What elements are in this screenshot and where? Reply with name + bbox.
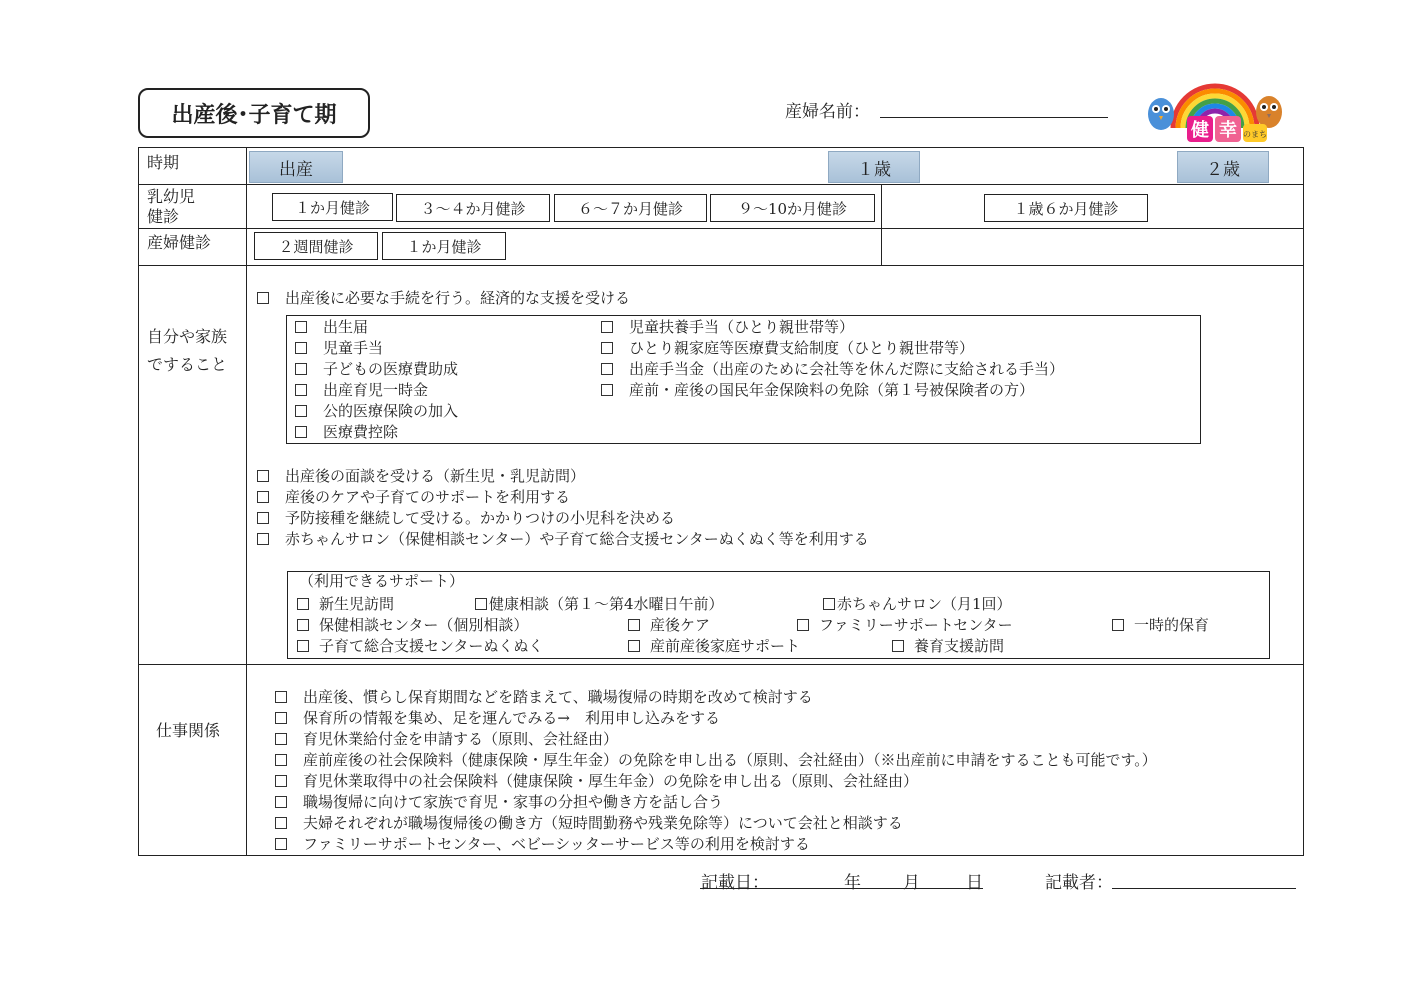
procedures-right-list bbox=[601, 317, 1064, 401]
checkbox[interactable] bbox=[295, 342, 307, 354]
list-item[interactable]: 医療費控除 bbox=[295, 422, 458, 443]
divider bbox=[138, 265, 1304, 266]
date-field[interactable] bbox=[700, 888, 983, 889]
list-item[interactable]: 産後ケア bbox=[628, 615, 710, 636]
list-item[interactable]: 児童扶養手当（ひとり親世帯等） bbox=[601, 317, 1064, 338]
list-item[interactable]: 新生児訪問 bbox=[297, 594, 394, 615]
checkbox[interactable] bbox=[275, 775, 287, 787]
checkbox[interactable] bbox=[601, 321, 613, 333]
list-item[interactable]: 赤ちゃんサロン（保健相談センター）や子育て総合支援センターぬくぬく等を利用する bbox=[257, 529, 869, 550]
checkbox[interactable] bbox=[601, 384, 613, 396]
timeline-birth: 出産 bbox=[249, 151, 343, 183]
list-item[interactable]: 出産後、慣らし保育期間などを踏まえて、職場復帰の時期を改めて検討する bbox=[275, 687, 1157, 708]
list-item[interactable]: 児童手当 bbox=[295, 338, 458, 359]
infant-checkup-6-7months: ６～７か月健診 bbox=[554, 194, 707, 222]
mother-checkup-1month: １か月健診 bbox=[382, 232, 506, 260]
list-item[interactable]: 公的医療保険の加入 bbox=[295, 401, 458, 422]
list-item[interactable]: 産後のケアや子育てのサポートを利用する bbox=[257, 487, 869, 508]
mother-name-field[interactable] bbox=[880, 117, 1108, 118]
checkbox[interactable] bbox=[257, 491, 269, 503]
list-item[interactable]: ひとり親家庭等医療費支給制度（ひとり親世帯等） bbox=[601, 338, 1064, 359]
infant-checkup-1month: １か月健診 bbox=[272, 193, 393, 221]
checkbox[interactable] bbox=[275, 817, 287, 829]
support-heading: （利用できるサポート） bbox=[299, 572, 465, 590]
mother-checkup-2weeks: ２週間健診 bbox=[254, 232, 378, 260]
page-title: 出産後･子育て期 bbox=[138, 88, 370, 138]
row-label-mother-checkup: 産婦健診 bbox=[147, 233, 212, 252]
checkbox[interactable] bbox=[601, 363, 613, 375]
list-item[interactable]: 産前産後家庭サポート bbox=[628, 636, 800, 657]
checkbox[interactable] bbox=[257, 470, 269, 482]
checkbox[interactable] bbox=[275, 838, 287, 850]
svg-text:健: 健 bbox=[1191, 120, 1209, 141]
list-item[interactable]: 職場復帰に向けて家族で育児・家事の分担や働き方を話し合う bbox=[275, 792, 1157, 813]
checkbox[interactable] bbox=[295, 321, 307, 333]
list-item[interactable]: 出生届 bbox=[295, 317, 458, 338]
writer-label: 記載者： bbox=[1045, 873, 1113, 893]
checkbox[interactable] bbox=[295, 405, 307, 417]
mother-name-label: 産婦名前： bbox=[785, 102, 870, 122]
svg-text:のまち: のまち bbox=[1243, 130, 1267, 139]
divider bbox=[138, 184, 1304, 185]
row-label-period: 時期 bbox=[147, 153, 180, 172]
checkbox[interactable] bbox=[295, 384, 307, 396]
list-item[interactable]: 子どもの医療費助成 bbox=[295, 359, 458, 380]
checkbox[interactable] bbox=[892, 640, 904, 652]
list-item[interactable]: 育児休業給付金を申請する（原則、会社経由） bbox=[275, 729, 1157, 750]
checkbox[interactable] bbox=[628, 640, 640, 652]
list-item[interactable]: 夫婦それぞれが職場復帰後の働き方（短時間勤務や残業免除等）について会社と相談する bbox=[275, 813, 1157, 834]
list-item[interactable]: 育児休業取得中の社会保険料（健康保険・厚生年金）の免除を申し出る（原則、会社経由） bbox=[275, 771, 1157, 792]
divider bbox=[246, 147, 247, 856]
checkbox[interactable] bbox=[275, 712, 287, 724]
divider bbox=[881, 184, 882, 265]
checkbox[interactable] bbox=[275, 754, 287, 766]
list-item[interactable]: 子育て総合支援センターぬくぬく bbox=[297, 636, 543, 657]
city-logo bbox=[1145, 78, 1285, 144]
infant-checkup-3-4months: ３～４か月健診 bbox=[396, 194, 550, 222]
timeline-two-year: ２歳 bbox=[1177, 151, 1269, 183]
list-item[interactable]: 出産後に必要な手続を行う。経済的な支援を受ける bbox=[257, 288, 630, 309]
list-item[interactable]: ファミリーサポートセンター bbox=[797, 615, 1013, 636]
date-month-label: 月 bbox=[903, 873, 920, 893]
date-day-label: 日 bbox=[966, 873, 983, 893]
list-item[interactable]: 保育所の情報を集め、足を運んでみる→ 利用申し込みをする bbox=[275, 708, 1157, 729]
list-item[interactable]: 予防接種を継続して受ける。かかりつけの小児科を決める bbox=[257, 508, 869, 529]
checkbox[interactable] bbox=[475, 598, 487, 610]
infant-checkup-18months: １歳６か月健診 bbox=[984, 194, 1148, 222]
checkbox[interactable] bbox=[295, 363, 307, 375]
list-item[interactable]: 出産育児一時金 bbox=[295, 380, 458, 401]
checkbox[interactable] bbox=[275, 796, 287, 808]
checkbox[interactable] bbox=[628, 619, 640, 631]
self-items-list bbox=[257, 466, 869, 550]
list-item[interactable]: 健康相談（第１～第4水曜日午前） bbox=[475, 594, 724, 615]
list-item[interactable]: 養育支援訪問 bbox=[892, 636, 1004, 657]
checkbox[interactable] bbox=[257, 512, 269, 524]
row-label-infant-checkup: 乳幼児 健診 bbox=[147, 187, 196, 226]
checkbox[interactable] bbox=[797, 619, 809, 631]
checkbox[interactable] bbox=[275, 691, 287, 703]
date-label: 記載日： bbox=[701, 873, 769, 893]
svg-text:幸: 幸 bbox=[1219, 120, 1237, 141]
checkbox[interactable] bbox=[297, 598, 309, 610]
checkbox[interactable] bbox=[297, 619, 309, 631]
list-item[interactable]: ファミリーサポートセンター、ベビーシッターサービス等の利用を検討する bbox=[275, 834, 1157, 855]
timeline-one-year: １歳 bbox=[828, 151, 920, 183]
divider bbox=[138, 664, 1304, 665]
divider bbox=[138, 228, 1304, 229]
checkbox[interactable] bbox=[823, 598, 835, 610]
row-label-self-family: 自分や家族 ですること bbox=[147, 327, 228, 374]
row-label-work: 仕事関係 bbox=[156, 721, 221, 740]
list-item[interactable]: 保健相談センター（個別相談） bbox=[297, 615, 528, 636]
writer-field[interactable] bbox=[1112, 888, 1296, 889]
list-item[interactable]: 出産後の面談を受ける（新生児・乳児訪問） bbox=[257, 466, 869, 487]
checkbox[interactable] bbox=[601, 342, 613, 354]
procedures-left-list bbox=[295, 317, 458, 443]
list-item[interactable]: 赤ちゃんサロン（月1回） bbox=[823, 594, 1012, 615]
list-item[interactable]: 出産手当金（出産のために会社等を休んだ際に支給される手当） bbox=[601, 359, 1064, 380]
infant-checkup-9-10months: ９～10か月健診 bbox=[710, 194, 875, 222]
list-item[interactable]: 産前産後の社会保険料（健康保険・厚生年金）の免除を申し出る（原則、会社経由）（※出産前に申請をすることも可能です。） bbox=[275, 750, 1157, 771]
work-items-list bbox=[275, 687, 1157, 855]
checkbox[interactable] bbox=[257, 292, 269, 304]
checkbox[interactable] bbox=[295, 426, 307, 438]
checkbox[interactable] bbox=[257, 533, 269, 545]
checkbox[interactable] bbox=[297, 640, 309, 652]
list-item[interactable]: 産前・産後の国民年金保険料の免除（第１号被保険者の方） bbox=[601, 380, 1064, 401]
checkbox[interactable] bbox=[275, 733, 287, 745]
list-item[interactable]: 一時的保育 bbox=[1112, 615, 1209, 636]
date-year-label: 年 bbox=[844, 873, 861, 893]
checkbox[interactable] bbox=[1112, 619, 1124, 631]
